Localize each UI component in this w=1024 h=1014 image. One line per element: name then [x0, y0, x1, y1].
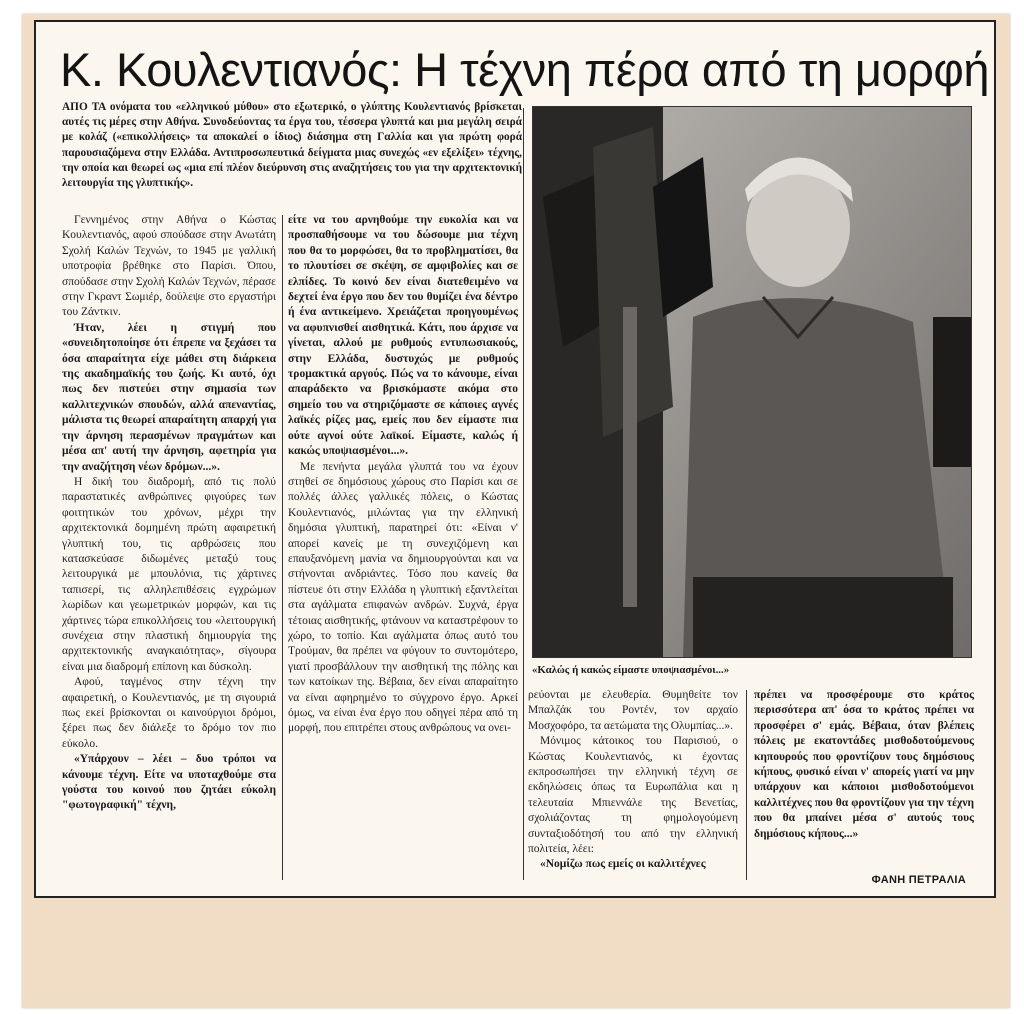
paragraph: «Νομίζω πως εμείς οι καλλιτέχνες: [540, 858, 706, 871]
paragraph: Μόνιμος κάτοικος του Παρισιού, ο Κώστας Κουλεντιανός, κι έχοντας εκπροσωπήσει την ελληνική τέχνη σε εκδηλώσεις όπως τα Ευρωπάλια και η τελευταία Μπιεννάλε της Βενετίας, σχολιάζοντας τη φημολογούμενη συνταξιοδότησή του από την ελληνική πολιτεία, λέει:: [528, 735, 738, 856]
article-column-3: [528, 688, 738, 873]
paragraph: ρεύονται με ελευθερία. Θυμηθείτε τον Μπαλζάκ του Ροντέν, τον αρχαίο Μοσχοφόρο, τα αετώματα της Ολυμπίας...».: [528, 689, 738, 732]
paragraph: Γεννημένος στην Αθήνα ο Κώστας Κουλεντιανός, αφού σπούδασε στην Ανωτάτη Σχολή Καλών Τεχνών, το 1945 με γαλλική υποτροφία βρέθηκε στο Παρίσι. Όπου, σπούδασε στην Σχολή Καλών Τεχνών, πέρασε στην Γκραντ Σωμιέρ, δούλεψε στο εργαστήρι του Ζάντκιν.: [62, 214, 276, 319]
column-rule: [746, 690, 747, 880]
paragraph: Αφού, ταγμένος στην τέχνη την αφαιρετική, ο Κουλεντιανός, με τη σιγουριά πως εκεί βρίσκονται οι καινούργιοι δρόμοι, ξέρει πως δεν διάλεξε το δρόμο τον πιο εύκολο.: [62, 676, 276, 750]
paragraph: είτε να του αρνηθούμε την ευκολία και να προσπαθήσουμε να του δώσουμε μια τέχνη που θα το μορφώσει, θα το προβληματίσει, θα το πλουτίσει σε σκέψη, σε αμφιβολίες και σε ελπίδες. Το κοινό δεν είναι διατεθειμένο να δεχτεί ένα έργο που δεν του θυμίζει ένα δέντρο ή ένα αντικείμενο. Χρειάζεται προηγουμένως να αφυπνισθεί αισθητικά. Κάτι, που άρχισε να γίνεται, αλλού με ρυθμούς εντυπωσιακούς, στην Ελλάδα, δυστυχώς με ρυθμούς τρομακτικά αργούς. Πώς να το κάνουμε, είναι απαράδεκτο να βρισκόμαστε ακόμα στο σημείο του να στηριζόμαστε σε κάποιες αγνές λαϊκές ρίζες μας, εμείς που δεν είμαστε πια ούτε αγνοί ούτε λαϊκοί. Είμαστε, καλώς ή κακώς υποψιασμένοι...».: [288, 214, 518, 458]
article-column-1: [62, 213, 276, 814]
paragraph: Η δική του διαδρομή, από τις πολύ παραστατικές ανθρώπινες φιγούρες των φοιτητικών του χρόνων, μέχρι την αρχιτεκτονικά δομημένη πρώτη αφαιρετική γλυπτική του, τις αρθρώσεις που κατασκεύασε διδωμένες μεταξύ τους λειτουργικά με μπουλόνια, τις χάρτινες ταπισερί, τις αλληλεπιθέσεις εγχρώμων λωρίδων και γεωμετρικών μορφών, και τις χάρτινες τώρα επικολλήσεις του «λειτουργική συνέχεια στην πλαστική δημιουργία της αρχιτεκτονικής αναγκαιότητας», σίγουρα είναι μια διαδρομή επίπονη και δύσκολη.: [62, 475, 276, 673]
paragraph: πρέπει να προσφέρουμε στο κράτος περισσότερα απ' όσα το κράτος πρέπει να προσφέρει σ' εμάς. Βέβαια, όταν βλέπεις πόλεις με εκατοντάδες μισθοδοτούμενους κηπουρούς που φροντίζουν τους δημόσιους κήπους, φυσικό είναι ν' απορείς γιατί να μην υπάρχουν και κάποιοι μισθοδοτούμενοι καλλιτέχνες που θα φροντίζουν για την τέχνη που θα μπαίνει μέσα σ' αυτούς τους δημόσιους κήπους...»: [754, 689, 974, 840]
paragraph: Ήταν, λέει η στιγμή που «συνειδητοποίησε ότι έπρεπε να ξεχάσει τα όσα απαραίτητα είχε μάθει στη διάρκεια της ακαδημαϊκής του ζωής. Κι αυτό, όχι πως δεν πιστεύει στην σημασία των καλλιτεχνικών σπουδών, αλλά απεναντίας, μάλιστα τις θεωρεί απαραίτητη απαρχή για την άρνηση περασμένων πραγμάτων και μέσα απ' αυτή την άρνηση, αφετηρία για την αναζήτηση νέων δρόμων...».: [62, 321, 276, 473]
author-signature: ΦΑΝΗ ΠΕΤΡΑΛΙΑ: [871, 874, 966, 886]
photo-caption: «Καλώς ή κακώς είμαστε υποψιασμένοι...»: [532, 664, 730, 676]
article-title: Κ. Κουλεντιανός: Η τέχνη πέρα από τη μορφή: [60, 43, 989, 96]
column-rule: [282, 215, 283, 880]
portrait-photo: [532, 106, 972, 658]
article-lead: ΑΠΟ ΤΑ ονόματα του «ελληνικού μύθου» στο εξωτερικό, ο γλύπτης Κουλεντιανός βρίσκεται αυτές τις μέρες στην Αθήνα. Συνοδεύοντας τα έργα του, τέσσερα γλυπτά και μια μεγάλη σειρά με κολάζ («επικολλήσεις» τα αποκαλεί ο ίδιος) διάσημα στη Γαλλία και για πρώτη φορά παρουσιαζόμενα στην Ελλάδα. Αντιπροσωπευτικά δείγματα μιας συνεχώς «εν εξελίξει» τέχνης, την οποία και θεωρεί ως «μια επί πλέον διεύρυνση στις αναζητήσεις του για την αρχιτεκτονική λειτουργία της γλυπτικής».: [62, 101, 522, 190]
column-rule: [523, 108, 524, 880]
article-column-2: [288, 213, 518, 737]
sculptor-photo-illustration: [533, 107, 972, 658]
article-column-4: [754, 688, 974, 842]
paragraph: «Υπάρχουν – λέει – δυο τρόποι να κάνουμε τέχνη. Είτε να υποταχθούμε στα γούστα του κοινού που ζητάει εύκολη "φωτογραφική" τέχνη,: [62, 753, 276, 812]
paragraph: Με πενήντα μεγάλα γλυπτά του να έχουν στηθεί σε δημόσιους χώρους στο Παρίσι και σε πολλές άλλες γαλλικές πόλεις, ο Κώστας Κουλεντιανός, μιλώντας για την ελληνική δημόσια γλυπτική, παρατηρεί ότι: «Είναι ν' απορεί κανείς με τη συνεχιζόμενη και επαυξανόμενη μανία να δημιουργούνται και να στήνονται ανδριάντες. Τόσο που κανείς θα πίστευε ότι στην Ελλάδα η γλυπτική εξαντλείται στα αγάλματα επιφανών ανδρών. Συχνά, έργα τέτοιας αισθητικής, φτάνουν να καταστρέφουν το χώρο, το τοπίο. Και αγάλματα όπως αυτό του Τρούμαν, θα πρέπει να φύγουν το συντομότερο, γιατί προσβάλλουν την αισθητική της πόλης και των κατοίκων της. Βέβαια, δεν είναι απαραίτητο να είναι αφηρημένο το σύγχρονο έργο. Αρκεί όμως, να είναι ένα έργο που οδηγεί πέρα από τη μορφή, που επιτρέπει στους ανθρώπους να ονει-: [288, 460, 518, 735]
